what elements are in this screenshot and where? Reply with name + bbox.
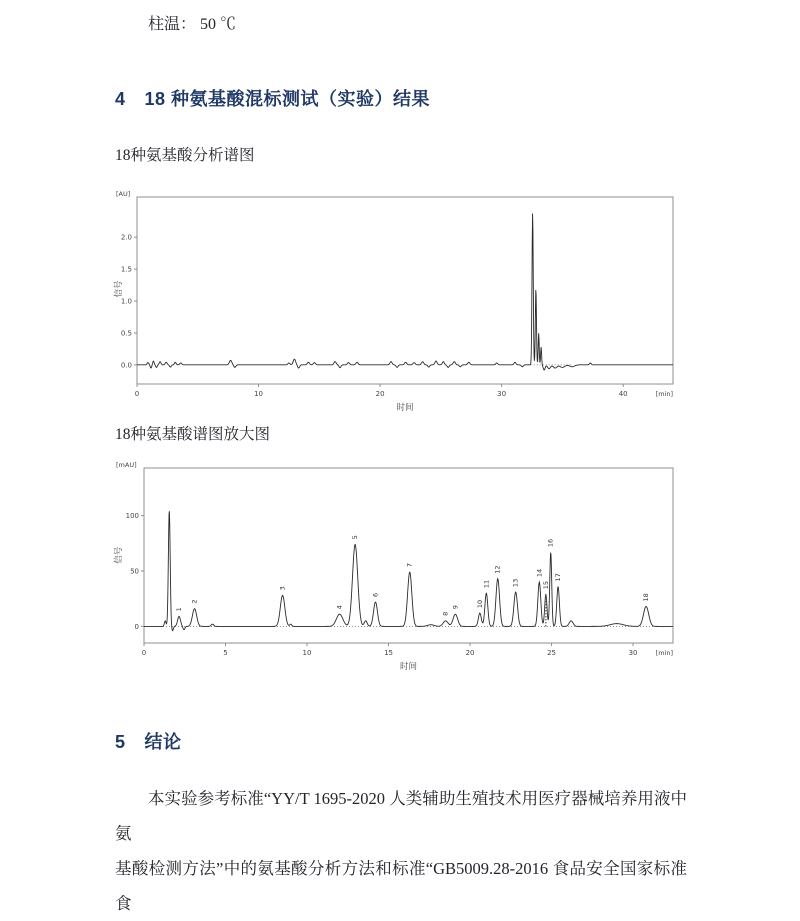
y-tick-label: 0 xyxy=(134,622,139,631)
y-tick-label: 50 xyxy=(130,567,139,576)
y-tick-label: 1.0 xyxy=(120,297,132,306)
chromatogram-trace xyxy=(144,511,673,630)
peak-label: 1 xyxy=(175,607,184,612)
x-unit-label: [min] xyxy=(655,390,673,398)
y-unit-label: [mAU] xyxy=(116,461,137,469)
peak-label: 14 xyxy=(535,568,544,578)
conclusion-line-1: 本实验参考标准“YY/T 1695-2020 人类辅助生殖技术用医疗器械培养用液中氨 xyxy=(115,789,687,843)
x-tick-label: 20 xyxy=(465,649,475,657)
y-tick-label: 0.5 xyxy=(120,329,132,338)
peak-label: 5 xyxy=(351,535,360,540)
section-4-heading xyxy=(115,85,430,111)
y-tick-label: 100 xyxy=(125,512,139,521)
chromatogram-trace xyxy=(137,213,673,369)
x-axis-title: 时间 xyxy=(399,661,418,671)
peak-label: 11 xyxy=(482,579,491,589)
x-tick-label: 40 xyxy=(618,390,628,398)
conclusion-paragraph xyxy=(115,781,687,921)
y-unit-label: [AU] xyxy=(116,190,131,198)
x-tick-label: 30 xyxy=(628,649,638,657)
peak-label: 7 xyxy=(405,562,414,568)
peak-label: 4 xyxy=(335,605,344,610)
section-5-heading xyxy=(115,728,182,754)
x-tick-label: 5 xyxy=(223,649,228,657)
x-axis-title: 时间 xyxy=(396,402,414,412)
x-tick-label: 0 xyxy=(134,390,140,398)
x-tick-label: 10 xyxy=(254,390,264,398)
y-tick-label: 0.0 xyxy=(120,361,132,370)
x-unit-label: [min] xyxy=(655,649,673,657)
peak-label: 16 xyxy=(546,538,555,548)
peak-label: 9 xyxy=(451,605,460,610)
peak-label: 13 xyxy=(511,578,520,588)
section-5-number: 5 xyxy=(115,732,126,752)
x-tick-label: 10 xyxy=(302,649,312,657)
peak-label: 18 xyxy=(642,593,651,602)
y-axis-title: 信号 xyxy=(113,280,123,298)
section-4-number: 4 xyxy=(115,89,126,109)
section-5-title: 结论 xyxy=(144,732,182,752)
peak-label: 10 xyxy=(475,599,484,609)
plot-frame xyxy=(144,468,673,643)
peak-label: 6 xyxy=(371,592,380,598)
x-tick-label: 15 xyxy=(384,649,393,657)
peak-label: 15 xyxy=(541,580,550,590)
peak-label: 3 xyxy=(278,586,287,591)
figure1-caption: 18种氨基酸分析谱图 xyxy=(115,147,255,164)
peak-label: 2 xyxy=(190,599,199,604)
section-4-title: 18 种氨基酸混标测试（实验）结果 xyxy=(144,89,431,109)
y-axis-title: 信号 xyxy=(113,546,123,564)
y-tick-label: 1.5 xyxy=(120,265,132,274)
peak-label: 8 xyxy=(441,611,450,616)
x-tick-label: 30 xyxy=(497,390,507,398)
plot-frame xyxy=(137,197,673,384)
y-tick-label: 2.0 xyxy=(120,233,132,242)
chromatogram-overview-chart xyxy=(108,188,693,416)
column-temperature-line: 柱温： 50 ℃ xyxy=(148,16,237,33)
x-tick-label: 25 xyxy=(547,649,557,657)
conclusion-line-2: 基酸检测方法”中的氨基酸分析方法和标准“GB5009.28-2016 食品安全国家标准食 xyxy=(115,859,687,913)
figure2-caption: 18种氨基酸谱图放大图 xyxy=(115,426,271,443)
x-tick-label: 0 xyxy=(141,649,147,657)
x-tick-label: 20 xyxy=(375,390,385,398)
chromatogram-zoomed-chart xyxy=(108,458,693,686)
peak-label: 17 xyxy=(554,573,563,582)
peak-label: 12 xyxy=(493,565,502,574)
